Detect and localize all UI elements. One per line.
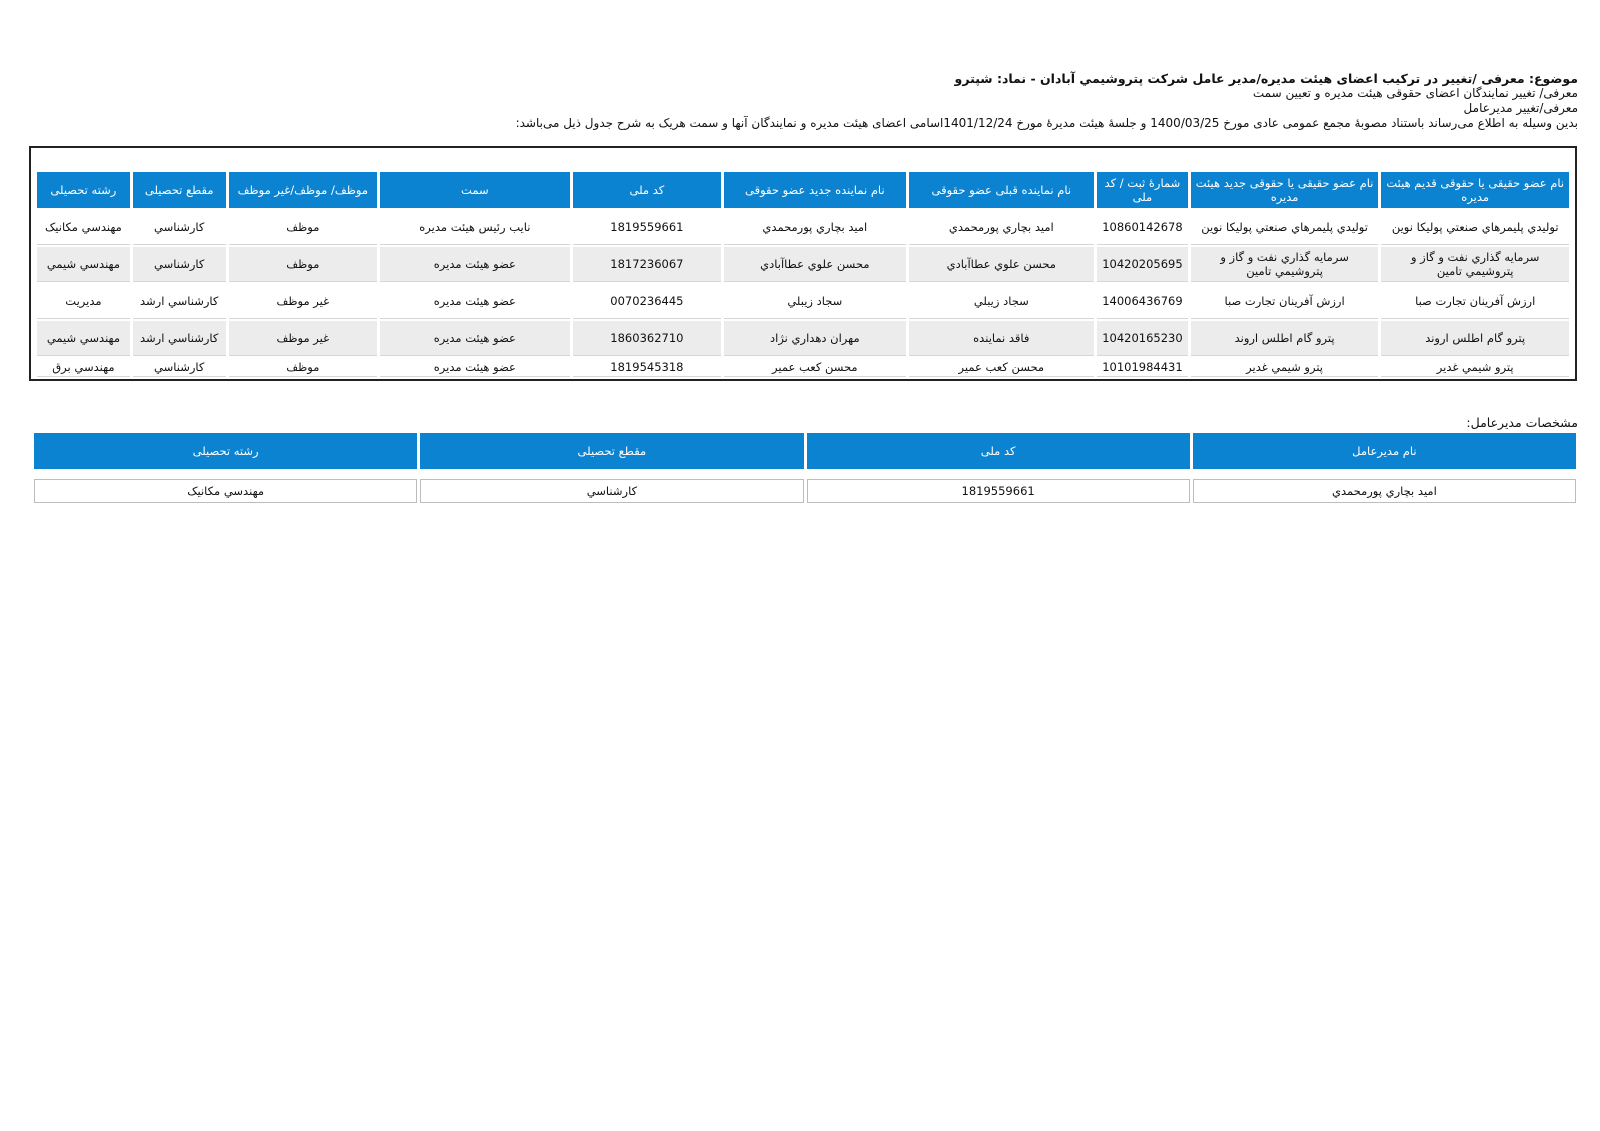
cell-national-code: 1819559661	[573, 210, 721, 245]
col-employment: موظف/ موظف/غیر موظف	[229, 172, 377, 208]
cell-national-code: 1819545318	[573, 358, 721, 377]
manager-header-row	[34, 433, 1576, 469]
col-manager-national-code: کد ملی	[807, 433, 1190, 469]
col-new-rep: نام نماينده جدید عضو حقوقی	[724, 172, 905, 208]
cell-manager-name: اميد بچاري پورمحمدي	[1193, 479, 1576, 503]
cell-new-member: پترو گام اطلس اروند	[1191, 321, 1379, 356]
col-old-member: نام عضو حقیقی یا حقوقی قدیم هیئت مدیره	[1381, 172, 1569, 208]
table-row	[37, 210, 1569, 245]
cell-position: عضو هیئت مدیره	[380, 358, 570, 377]
cell-degree: کارشناسي	[133, 247, 226, 282]
subject-line: موضوع: معرفی /تغيير در ترکيب اعضای هيئت مديره/مدير عامل شرکت پتروشيمي آبادان - نماد: شپترو	[954, 71, 1578, 86]
cell-degree: کارشناسي ارشد	[133, 284, 226, 319]
col-degree: مقطع تحصیلی	[133, 172, 226, 208]
table-row	[37, 358, 1569, 377]
col-field: رشته تحصیلی	[37, 172, 130, 208]
cell-position: نایب رئیس هیئت مدیره	[380, 210, 570, 245]
cell-national-code: 0070236445	[573, 284, 721, 319]
table-row	[37, 321, 1569, 356]
header-line-4: بدين وسيله به اطلاع می‌رساند باستناد مصوبهٔ مجمع عمومی عادی مورخ 1400/03/25 و جلسهٔ هيئت مديرهٔ مورخ 1401/12/24اسامی اعضای هيئت مديره و نمايندگان آنها و سمت هريک به شرح جدول ذيل می‌باشد:	[515, 116, 1578, 130]
cell-employment: غیر موظف	[229, 321, 377, 356]
cell-employment: موظف	[229, 247, 377, 282]
col-national-code: کد ملی	[573, 172, 721, 208]
cell-new-member: پترو شيمي غدير	[1191, 358, 1379, 377]
col-previous-rep: نام نماينده قبلی عضو حقوقی	[909, 172, 1095, 208]
header-line-3: معرفی/تغيير مديرعامل	[1463, 101, 1578, 115]
cell-national-code: 1860362710	[573, 321, 721, 356]
col-registration-id: شمارهٔ ثبت / کد ملی	[1097, 172, 1188, 208]
col-new-member: نام عضو حقیقی یا حقوقی جدید هیئت مدیره	[1191, 172, 1379, 208]
cell-degree: کارشناسي ارشد	[133, 321, 226, 356]
cell-position: عضو هیئت مدیره	[380, 247, 570, 282]
cell-employment: غیر موظف	[229, 284, 377, 319]
cell-field: مهندسي برق	[37, 358, 130, 377]
cell-previous-rep: محسن کعب عمير	[909, 358, 1095, 377]
cell-new-rep: سجاد زيبلي	[724, 284, 905, 319]
table-row	[37, 284, 1569, 319]
cell-new-rep: مهران دهداري نژاد	[724, 321, 905, 356]
cell-national-code: 1817236067	[573, 247, 721, 282]
header-line-2: معرفی/ تغيير نمايندگان اعضای حقوقی هيئت مديره و تعيين سمت	[1252, 86, 1578, 100]
col-manager-degree: مقطع تحصیلی	[420, 433, 803, 469]
cell-manager-field: مهندسي مکانيک	[34, 479, 417, 503]
cell-old-member: پترو شيمي غدير	[1381, 358, 1569, 377]
cell-position: عضو هیئت مدیره	[380, 284, 570, 319]
cell-old-member: سرمايه گذاري نفت و گاز و پتروشيمي تامين	[1381, 247, 1569, 282]
cell-employment: موظف	[229, 358, 377, 377]
cell-employment: موظف	[229, 210, 377, 245]
cell-registration-id: 10860142678	[1097, 210, 1188, 245]
manager-section-title: مشخصات مدیرعامل:	[1466, 415, 1578, 430]
cell-new-rep: اميد بچاري پورمحمدي	[724, 210, 905, 245]
header-block	[18, 71, 1578, 131]
col-manager-field: رشته تحصیلی	[34, 433, 417, 469]
table-row	[37, 247, 1569, 282]
cell-field: مديريت	[37, 284, 130, 319]
cell-previous-rep: محسن علوي عطاآبادي	[909, 247, 1095, 282]
cell-old-member: ارزش آفرينان تجارت صبا	[1381, 284, 1569, 319]
cell-old-member: توليدي پليمرهاي صنعتي پوليكا نوين	[1381, 210, 1569, 245]
cell-registration-id: 10101984431	[1097, 358, 1188, 377]
manager-table	[31, 430, 1579, 506]
cell-registration-id: 14006436769	[1097, 284, 1188, 319]
cell-new-member: سرمايه گذاري نفت و گاز و پتروشيمي تامين	[1191, 247, 1379, 282]
board-table-frame	[29, 146, 1577, 381]
cell-registration-id: 10420205695	[1097, 247, 1188, 282]
cell-field: مهندسي شيمي	[37, 247, 130, 282]
board-table	[34, 170, 1572, 379]
cell-previous-rep: سجاد زيبلي	[909, 284, 1095, 319]
cell-previous-rep: فاقد نماینده	[909, 321, 1095, 356]
cell-new-rep: محسن کعب عمير	[724, 358, 905, 377]
table-row	[34, 479, 1576, 503]
cell-new-member: ارزش آفرينان تجارت صبا	[1191, 284, 1379, 319]
cell-manager-national-code: 1819559661	[807, 479, 1190, 503]
col-position: سمت	[380, 172, 570, 208]
board-header-row	[37, 172, 1569, 208]
cell-new-member: توليدي پليمرهاي صنعتي پوليكا نوين	[1191, 210, 1379, 245]
cell-position: عضو هیئت مدیره	[380, 321, 570, 356]
cell-registration-id: 10420165230	[1097, 321, 1188, 356]
cell-field: مهندسي شيمي	[37, 321, 130, 356]
col-manager-name: نام مدیرعامل	[1193, 433, 1576, 469]
cell-field: مهندسي مکانيک	[37, 210, 130, 245]
manager-spacer-row	[34, 472, 1576, 476]
cell-new-rep: محسن علوي عطاآبادي	[724, 247, 905, 282]
cell-old-member: پترو گام اطلس اروند	[1381, 321, 1569, 356]
cell-degree: کارشناسي	[133, 210, 226, 245]
cell-previous-rep: اميد بچاري پورمحمدي	[909, 210, 1095, 245]
cell-manager-degree: کارشناسي	[420, 479, 803, 503]
cell-degree: کارشناسي	[133, 358, 226, 377]
